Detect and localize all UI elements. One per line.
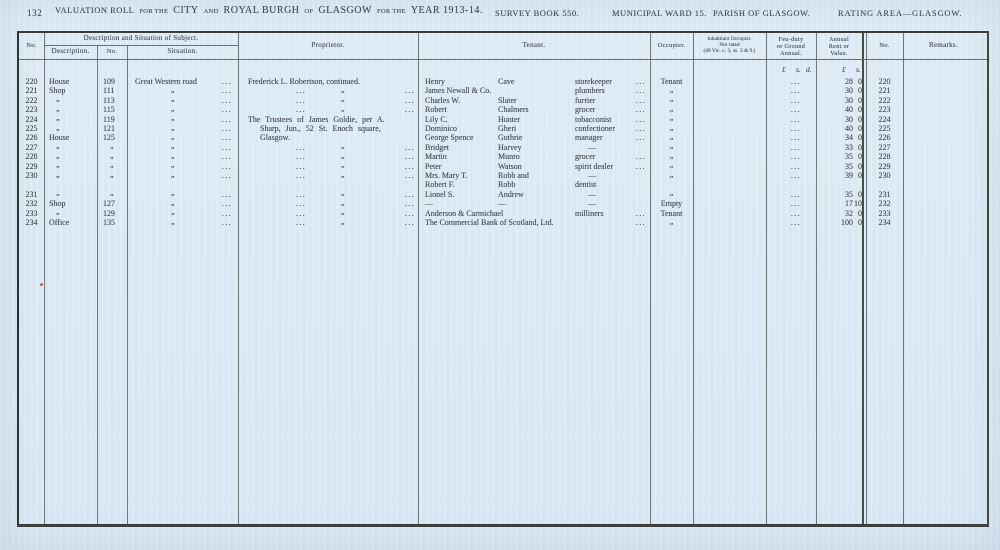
- cell-remarks: [903, 96, 984, 105]
- cell-inhabitant-occupier: [693, 190, 766, 199]
- cell-situation: „ ...: [171, 188, 232, 199]
- cell-street-no: 113: [103, 95, 115, 105]
- cell-occupier: „: [669, 84, 674, 94]
- cell-feu-duty: [766, 180, 816, 189]
- cell-proprietor: Glasgow.: [260, 133, 290, 143]
- cell-annual-rent: 30 0: [845, 114, 862, 124]
- cell-occupier: Tenant: [660, 77, 683, 86]
- cell-tenant: — — —: [425, 199, 596, 209]
- cell-description: „: [56, 150, 60, 160]
- cell-occupier: „: [669, 103, 674, 113]
- cell-occupier: „: [669, 160, 674, 170]
- cell-annual-rent: 35 0: [845, 161, 862, 171]
- title-segment: GLASGOW: [318, 5, 372, 16]
- header-no-right: No.: [879, 42, 890, 50]
- cell-occupier: „: [669, 150, 674, 160]
- title-segment: VALUATION ROLL: [55, 5, 135, 15]
- cell-inhabitant-occupier: [693, 77, 766, 86]
- cell-feu-duty: ...: [790, 95, 802, 105]
- valuation-table: [17, 31, 989, 527]
- cell-annual-rent: 32 0: [845, 208, 862, 218]
- cell-street-no: „: [110, 188, 114, 198]
- cell-remarks: [903, 152, 984, 161]
- cell-description: „: [56, 188, 60, 198]
- cell-feu-duty: ...: [790, 142, 802, 152]
- cell-description: „: [56, 113, 60, 123]
- title-segment: AND: [203, 8, 219, 15]
- cell-no: 227: [25, 142, 38, 152]
- table-body: [19, 33, 987, 524]
- cell-proprietor: ... „ ...: [296, 197, 415, 209]
- cell-no: 223: [25, 105, 38, 115]
- cell-description: Office: [49, 218, 70, 227]
- cell-no: 231: [25, 189, 38, 199]
- cell-remarks: [903, 199, 984, 208]
- cell-no-right: [866, 180, 903, 189]
- cell-street-no: 127: [103, 199, 115, 209]
- cell-tenant: Anderson & Carmichael milliners ...: [425, 208, 646, 218]
- header-situation: Situation.: [167, 47, 198, 56]
- cell-tenant: Lionel S. Andrew —: [425, 189, 596, 199]
- cell-annual-rent: 35 0: [845, 189, 862, 199]
- cell-annual-rent: 17 10: [845, 199, 862, 209]
- cell-feu-duty: ...: [790, 124, 802, 133]
- cell-description: „: [56, 169, 60, 179]
- cell-tenant: Robert F. Robb dentist: [425, 180, 597, 190]
- cell-tenant: Robert Chalmers grocer ...: [425, 105, 646, 115]
- cell-no-right: 232: [878, 199, 891, 209]
- header-street-no: No.: [106, 48, 118, 56]
- cell-no-right: 227: [878, 142, 891, 152]
- cell-annual-rent: 100 0: [841, 218, 862, 227]
- cell-no-right: 223: [878, 105, 891, 115]
- pounds-symbol: £: [782, 65, 786, 74]
- pence-label: d.: [806, 65, 812, 74]
- cell-description: „: [56, 207, 60, 217]
- cell-tenant: James Newall & Co. plumbers ...: [425, 86, 646, 96]
- paper-speck: [40, 283, 43, 286]
- cell-situation: „ ...: [171, 216, 232, 227]
- header-annual-rent: Annual Rent or Value.: [828, 35, 850, 57]
- cell-occupier: „: [669, 169, 674, 179]
- cell-proprietor: ... „ ...: [296, 188, 415, 199]
- cell-tenant: Henry Cave storekeeper ...: [425, 77, 646, 86]
- cell-remarks: [903, 218, 984, 227]
- shillings-label: s.: [856, 65, 861, 74]
- cell-situation: „ ...: [171, 160, 232, 171]
- cell-proprietor: ... „ ...: [296, 84, 415, 96]
- header-tenant: Tenant.: [522, 41, 546, 50]
- cell-inhabitant-occupier: [693, 171, 766, 180]
- survey-book-label: SURVEY BOOK 550.: [495, 8, 580, 18]
- cell-occupier: Empty: [660, 199, 683, 209]
- cell-proprietor: ... „ ...: [296, 103, 415, 115]
- page-header: [0, 0, 1000, 28]
- cell-description: „: [56, 141, 60, 151]
- cell-street-no: 125: [103, 133, 115, 143]
- cell-occupier: „: [669, 113, 674, 123]
- cell-feu-duty: ...: [790, 171, 802, 180]
- shillings-label: s.: [796, 65, 801, 74]
- cell-no-right: 229: [878, 161, 891, 171]
- cell-inhabitant-occupier: [693, 209, 766, 218]
- cell-feu-duty: ...: [790, 161, 802, 171]
- cell-proprietor: ... „ ...: [296, 94, 415, 105]
- cell-street-no: 121: [103, 124, 115, 133]
- cell-description: „: [56, 160, 60, 170]
- cell-remarks: [903, 115, 984, 124]
- cell-no-right: 231: [878, 189, 891, 199]
- cell-street-no: 111: [103, 86, 115, 96]
- cell-feu-duty: ...: [790, 86, 802, 96]
- cell-inhabitant-occupier: [693, 143, 766, 152]
- cell-tenant: Bridget Harvey —: [425, 142, 596, 152]
- cell-no-right: 225: [878, 124, 891, 133]
- cell-inhabitant-occupier: [693, 218, 766, 227]
- cell-no-right: 233: [878, 208, 891, 218]
- cell-proprietor: Sharp, Jun., 52 St. Enoch square,: [260, 124, 381, 133]
- cell-description: House: [49, 77, 70, 86]
- cell-situation: „ ...: [171, 113, 232, 124]
- cell-remarks: [903, 162, 984, 171]
- cell-description: Shop: [49, 199, 66, 209]
- title-segment: OF: [304, 8, 314, 15]
- cell-street-no: „: [110, 150, 114, 160]
- cell-description: „: [56, 122, 60, 132]
- cell-situation: „ ...: [171, 197, 232, 209]
- cell-remarks: [903, 124, 984, 133]
- page-title: [55, 5, 483, 16]
- cell-street-no: 115: [103, 105, 115, 115]
- cell-situation: „ ...: [171, 84, 232, 96]
- cell-proprietor: ... „ ...: [296, 216, 415, 227]
- cell-annual-rent: 28 0: [845, 77, 862, 86]
- cell-no-right: 220: [878, 77, 891, 86]
- cell-no-right: 228: [878, 152, 891, 162]
- cell-annual-rent: 33 0: [845, 142, 862, 152]
- folio-number: 132: [27, 8, 43, 18]
- header-remarks: Remarks.: [928, 41, 959, 50]
- cell-occupier: „: [669, 122, 674, 132]
- cell-street-no: 109: [103, 77, 115, 86]
- cell-no: 233: [25, 208, 38, 218]
- cell-situation: „ ...: [171, 150, 232, 162]
- cell-proprietor: Frederick L. Robertson, continued.: [248, 77, 360, 86]
- cell-proprietor: ... „ ...: [296, 207, 415, 218]
- cell-feu-duty: ...: [790, 77, 802, 86]
- cell-occupier: „: [669, 188, 674, 198]
- municipal-ward-label: MUNICIPAL WARD 15.: [612, 8, 707, 18]
- cell-occupier: „: [669, 94, 674, 104]
- cell-remarks: [903, 77, 984, 86]
- cell-description: „: [56, 94, 60, 104]
- header-description: Description.: [51, 47, 90, 56]
- cell-annual-rent: [816, 180, 863, 189]
- header-no-left: No.: [26, 42, 37, 50]
- cell-annual-rent: 40 0: [845, 124, 862, 133]
- title-segment: CITY: [173, 5, 199, 16]
- cell-inhabitant-occupier: [693, 180, 766, 189]
- cell-no-right: 221: [878, 86, 891, 96]
- cell-remarks: [903, 171, 984, 180]
- cell-description: Shop: [49, 86, 66, 96]
- cell-no: 232: [25, 199, 38, 209]
- cell-feu-duty: ...: [790, 218, 802, 227]
- cell-tenant: Mrs. Mary T. Robb and —: [425, 171, 596, 180]
- cell-inhabitant-occupier: [693, 105, 766, 114]
- cell-inhabitant-occupier: [693, 96, 766, 105]
- cell-description: „: [56, 103, 60, 113]
- cell-no-right: 230: [878, 171, 891, 180]
- cell-situation: „ ...: [171, 169, 232, 180]
- header-group: Description and Situation of Subject.: [83, 34, 199, 43]
- cell-remarks: [903, 209, 984, 218]
- parish-label: PARISH OF GLASGOW.: [713, 8, 811, 18]
- cell-inhabitant-occupier: [693, 86, 766, 95]
- cell-remarks: [903, 180, 984, 189]
- cell-tenant: Peter Watson spirit dealer ...: [425, 161, 646, 171]
- cell-feu-duty: ...: [790, 114, 802, 124]
- cell-no-right: 222: [878, 95, 891, 105]
- header-feu-duty: Feu-duty or Ground Annual.: [776, 35, 806, 57]
- cell-annual-rent: 39 0: [845, 171, 862, 180]
- cell-occupier: „: [669, 141, 674, 151]
- cell-occupier: „: [669, 131, 674, 141]
- cell-street-no: „: [110, 141, 114, 151]
- cell-street-no: 135: [103, 218, 115, 227]
- cell-remarks: [903, 86, 984, 95]
- cell-no: 229: [25, 161, 38, 171]
- cell-remarks: [903, 133, 984, 142]
- cell-no: 230: [25, 171, 38, 180]
- cell-situation: „ ...: [171, 122, 232, 133]
- title-segment: FOR THE: [376, 8, 406, 15]
- cell-feu-duty: ...: [790, 152, 802, 162]
- cell-remarks: [903, 190, 984, 199]
- cell-remarks: [903, 105, 984, 114]
- cell-no: 226: [25, 133, 38, 143]
- cell-remarks: [903, 143, 984, 152]
- cell-street-no: „: [110, 169, 114, 179]
- cell-no: 221: [25, 86, 38, 96]
- cell-street-no: „: [110, 160, 114, 170]
- cell-inhabitant-occupier: [693, 124, 766, 133]
- title-segment: YEAR 1913-14.: [410, 5, 483, 16]
- cell-annual-rent: 30 0: [845, 86, 862, 96]
- cell-street-no: 119: [103, 114, 115, 124]
- pounds-symbol: £: [842, 65, 846, 74]
- cell-feu-duty: ...: [790, 189, 802, 199]
- title-segment: FOR THE: [139, 8, 169, 15]
- cell-situation: „ ...: [171, 103, 232, 115]
- header-proprietor: Proprietor.: [311, 41, 345, 50]
- cell-proprietor: ... „ ...: [296, 169, 415, 180]
- cell-inhabitant-occupier: [693, 162, 766, 171]
- cell-no: 228: [25, 152, 38, 162]
- table-row: [19, 171, 986, 180]
- cell-inhabitant-occupier: [693, 152, 766, 161]
- cell-feu-duty: ...: [790, 208, 802, 218]
- cell-proprietor: ... „ ...: [296, 141, 415, 152]
- cell-tenant: Charles W. Slater furrier ...: [425, 95, 646, 105]
- cell-annual-rent: 40 0: [845, 105, 862, 115]
- cell-situation: „ ...: [171, 131, 232, 143]
- cell-tenant: Martin Munro grocer ...: [425, 152, 646, 162]
- cell-situation: „ ...: [171, 141, 232, 152]
- cell-annual-rent: 34 0: [845, 133, 862, 143]
- rating-area-label: RATING AREA—GLASGOW.: [838, 8, 963, 18]
- cell-description: House: [49, 133, 70, 143]
- cell-no: 225: [25, 124, 38, 133]
- cell-situation: „ ...: [171, 94, 232, 105]
- cell-tenant: George Spence Guthrie manager ...: [425, 133, 646, 143]
- cell-situation: Great Western road ...: [135, 77, 232, 86]
- cell-tenant: Lily C. Hunter tobacconist ...: [425, 114, 646, 124]
- header-occupier: Occupier.: [657, 42, 686, 50]
- cell-no: 222: [25, 95, 38, 105]
- cell-inhabitant-occupier: [693, 115, 766, 124]
- cell-feu-duty: ...: [790, 133, 802, 143]
- cell-no: [19, 180, 44, 189]
- cell-annual-rent: 30 0: [845, 95, 862, 105]
- cell-tenant: The Commercial Bank of Scotland, Ltd. ...: [425, 218, 646, 227]
- title-segment: ROYAL BURGH: [223, 5, 300, 16]
- cell-proprietor: The Trustees of James Goldie, per A.: [248, 114, 385, 124]
- cell-no: 234: [25, 218, 38, 227]
- cell-situation: „ ...: [171, 207, 232, 218]
- cell-feu-duty: ...: [790, 105, 802, 115]
- cell-proprietor: [238, 180, 418, 189]
- cell-annual-rent: 35 0: [845, 152, 862, 162]
- cell-no-right: 234: [878, 218, 891, 227]
- table-row: [19, 218, 986, 227]
- cell-proprietor: ... „ ...: [296, 160, 415, 171]
- cell-no-right: 224: [878, 114, 891, 124]
- cell-inhabitant-occupier: [693, 133, 766, 142]
- cell-tenant: Dominico Gheri confectioner ...: [425, 124, 646, 133]
- cell-feu-duty: ...: [790, 199, 802, 209]
- cell-occupier: Tenant: [660, 208, 683, 218]
- cell-proprietor: ... „ ...: [296, 150, 415, 162]
- cell-no: 224: [25, 114, 38, 124]
- header-inhabitant-occupier: Inhabitant Occupier. Not rated (48 Vic. c. 3, ss. 3 & 9.): [703, 36, 756, 54]
- cell-occupier: „: [669, 216, 674, 226]
- cell-street-no: 129: [103, 208, 115, 218]
- cell-inhabitant-occupier: [693, 199, 766, 208]
- cell-no-right: 226: [878, 133, 891, 143]
- cell-no: 220: [25, 77, 38, 86]
